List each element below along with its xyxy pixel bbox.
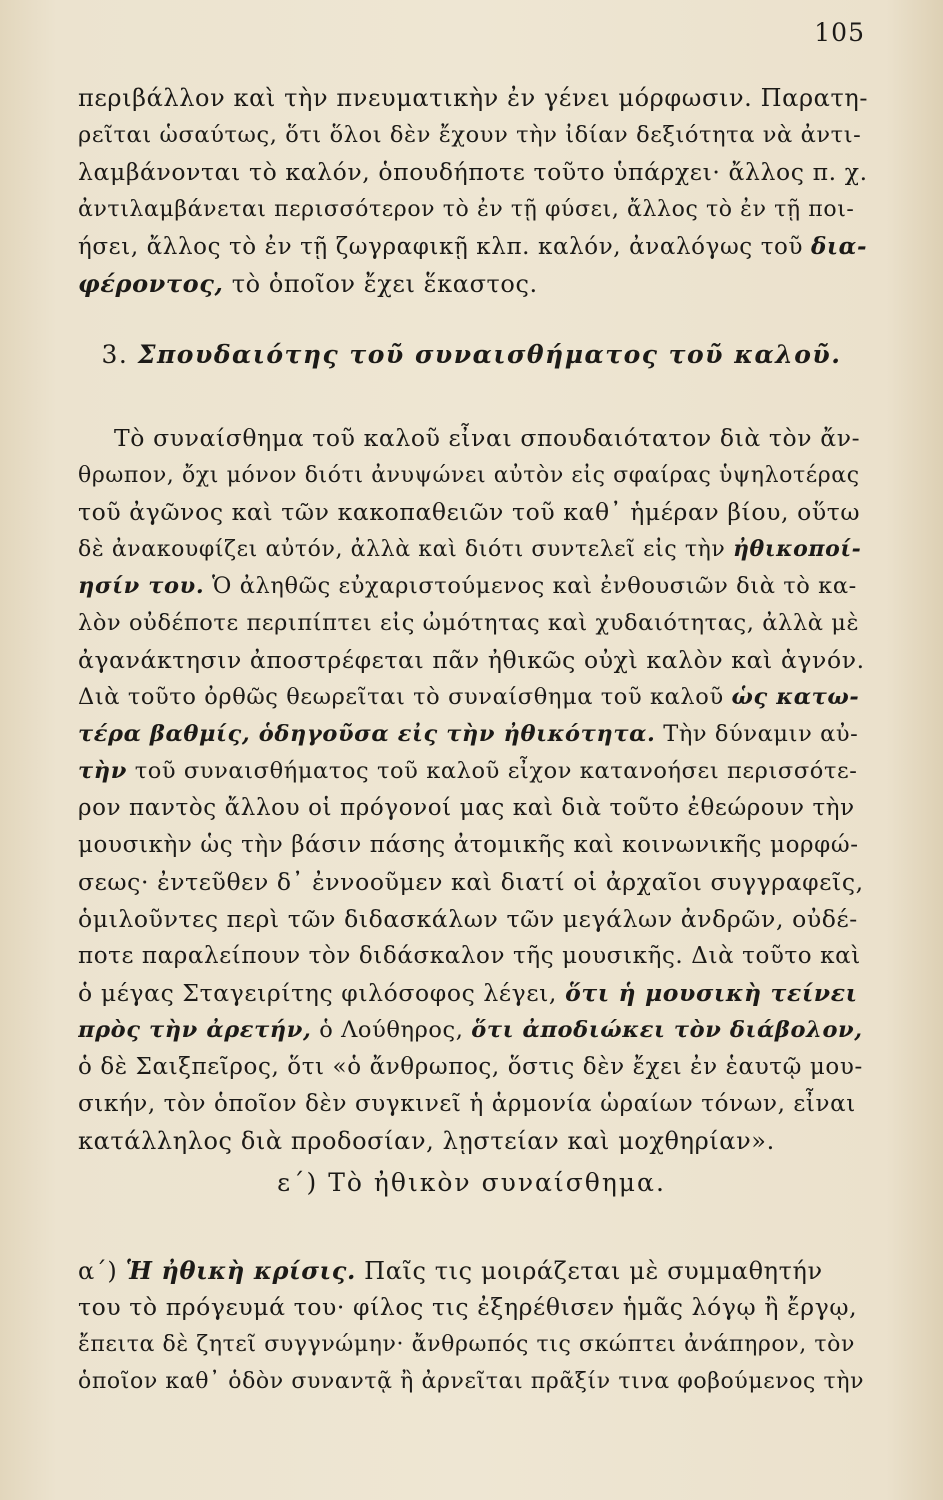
text-line: ρον παντὸς ἄλλου οἱ πρόγονοί μας καὶ διὰ τοῦτο ἐθεώρουν τὴν (78, 795, 855, 821)
bold-term: πρὸς τὴν ἀρετήν, (78, 1017, 312, 1043)
text-line: ὁ δὲ Σαιξπεῖρος, ὅτι «ὁ ἄνθρωπος, ὅστις δὲν ἔχει ἐν ἑαυτῷ μου- (78, 1054, 863, 1080)
bold-term: τέρα βαθμίς, ὁδηγοῦσα εἰς τὴν ἠθικότητα. (78, 721, 656, 747)
text-line: ὁποῖον καθ᾽ ὁδὸν συναντᾷ ἢ ἀρνεῖται πρᾶξίν τινα φοβούμενος τὴν (78, 1369, 865, 1394)
bold-term: φέροντος, (78, 269, 224, 298)
section-heading (0, 340, 943, 369)
text-line: τέρα βαθμίς, ὁδηγοῦσα εἰς τὴν ἠθικότητα. Τὴν δύναμιν αὐ- (78, 721, 859, 747)
bold-term: ησίν του. (78, 573, 205, 599)
text-line: δὲ ἀνακουφίζει αὐτόν, ἀλλὰ καὶ διότι συντελεῖ εἰς τὴν ἠθικοποί- (78, 536, 862, 562)
text-line: ἀγανάκτησιν ἀποστρέφεται πᾶν ἠθικῶς οὐχὶ καλὸν καὶ ἁγνόν. (78, 646, 865, 674)
chapter-heading: ε΄) Τὸ ἠθικὸν συναίσθημα. (277, 1168, 666, 1197)
text-line: ὁ μέγας Σταγειρίτης φιλόσοφος λέγει, ὅτι ἡ μουσικὴ τείνει (78, 979, 858, 1007)
paragraph-moral-judgment (78, 1252, 870, 1400)
text-line: περιβάλλον καὶ τὴν πνευματικὴν ἐν γένει μόρφωσιν. Παρατη- (78, 84, 869, 112)
text-line: ποτε παραλείπουν τὸν διδάσκαλον τῆς μουσικῆς. Διὰ τοῦτο καὶ (78, 943, 861, 969)
subsection-label: α΄) (78, 1257, 118, 1285)
bold-term: ὅτι ἀποδιώκει τὸν διάβολον, (471, 1017, 863, 1043)
text-line: ὁμιλοῦντες περὶ τῶν διδασκάλων τῶν μεγάλων ἀνδρῶν, οὐδέ- (78, 905, 858, 933)
text-line: τὴν τοῦ συναισθήματος τοῦ καλοῦ εἶχον κατανοήσει περισσότε- (78, 758, 858, 784)
text-line: λὸν οὐδέποτε περιπίπτει εἰς ὠμότητας καὶ χυδαιότητας, ἀλλὰ μὲ (78, 610, 860, 636)
text-line: ησίν του. Ὁ ἀληθῶς εὐχαριστούμενος καὶ ἐνθουσιῶν διὰ τὸ κα- (78, 573, 857, 599)
text-line: ρεῖται ὡσαύτως, ὅτι ὅλοι δὲν ἔχουν τὴν ἰδίαν δεξιότητα νὰ ἀντι- (78, 122, 862, 148)
bold-term: δια- (810, 233, 868, 260)
text-line: μουσικὴν ὡς τὴν βάσιν πάσης ἀτομικῆς καὶ κοινωνικῆς μορφώ- (78, 832, 859, 858)
text-line: θρωπον, ὄχι μόνον διότι ἀνυψώνει αὐτὸν εἰς σφαίρας ὑψηλοτέρας (78, 463, 860, 488)
bold-term: ὡς κατω- (731, 684, 860, 710)
text-line: πρὸς τὴν ἀρετήν, ὁ Λούθηρος, ὅτι ἀποδιώκει τὸν διάβολον, (78, 1017, 863, 1043)
text-line: φέροντος, τὸ ὁποῖον ἔχει ἕκαστος. (78, 269, 538, 298)
page-number: 105 (814, 18, 865, 47)
paragraph-importance (78, 420, 870, 1160)
bold-term: ἠθικοποί- (732, 536, 862, 562)
text-line: σεως· ἐντεῦθεν δ᾽ ἐννοοῦμεν καὶ διατί οἱ ἀρχαῖοι συγγραφεῖς, (78, 868, 864, 896)
bold-term: τὴν (78, 758, 127, 784)
text-line: κατάλληλος διὰ προδοσίαν, λῃστείαν καὶ μοχθηρίαν». (78, 1127, 775, 1155)
text-line: ἔπειτα δὲ ζητεῖ συγγνώμην· ἄνθρωπός τις σκώπτει ἀνάπηρον, τὸν (78, 1332, 855, 1357)
text-line: ἀντιλαμβάνεται περισσότερον τὸ ἐν τῇ φύσει, ἄλλος τὸ ἐν τῇ ποι- (78, 197, 855, 222)
text-line: του τὸ πρόγευμά του· φίλος τις ἐξηρέθισεν ἡμᾶς λόγῳ ἢ ἔργῳ, (78, 1293, 858, 1321)
text-line: σικήν, τὸν ὁποῖον δὲν συγκινεῖ ἡ ἁρμονία ὡραίων τόνων, εἶναι (78, 1091, 856, 1117)
paragraph-continuation (78, 80, 870, 302)
text-line: α΄) Ἡ ἠθικὴ κρίσις. Παῖς τις μοιράζεται μὲ συμμαθητήν (78, 1256, 823, 1285)
text-line: Τὸ συναίσθημα τοῦ καλοῦ εἶναι σπουδαιότατον διὰ τὸν ἄν- (114, 424, 861, 452)
section-number: 3. (101, 340, 129, 369)
bold-term: ὅτι ἡ μουσικὴ τείνει (565, 979, 858, 1007)
text-line: τοῦ ἀγῶνος καὶ τῶν κακοπαθειῶν τοῦ καθ᾽ ἡμέραν βίου, οὕτω (78, 498, 861, 526)
section-title: Σπουδαιότης τοῦ συναισθήματος τοῦ καλοῦ. (137, 340, 842, 369)
text-line: ήσει, ἄλλος τὸ ἐν τῇ ζωγραφικῇ κλπ. καλόν, ἀναλόγως τοῦ δια- (78, 233, 868, 260)
text-line: Διὰ τοῦτο ὀρθῶς θεωρεῖται τὸ συναίσθημα τοῦ καλοῦ ὡς κατω- (78, 684, 860, 710)
text-line: λαμβάνονται τὸ καλόν, ὁπουδήποτε τοῦτο ὑπάρχει· ἄλλος π. χ. (78, 158, 868, 186)
subsection-title: Ἡ ἠθικὴ κρίσις. (125, 1256, 356, 1285)
